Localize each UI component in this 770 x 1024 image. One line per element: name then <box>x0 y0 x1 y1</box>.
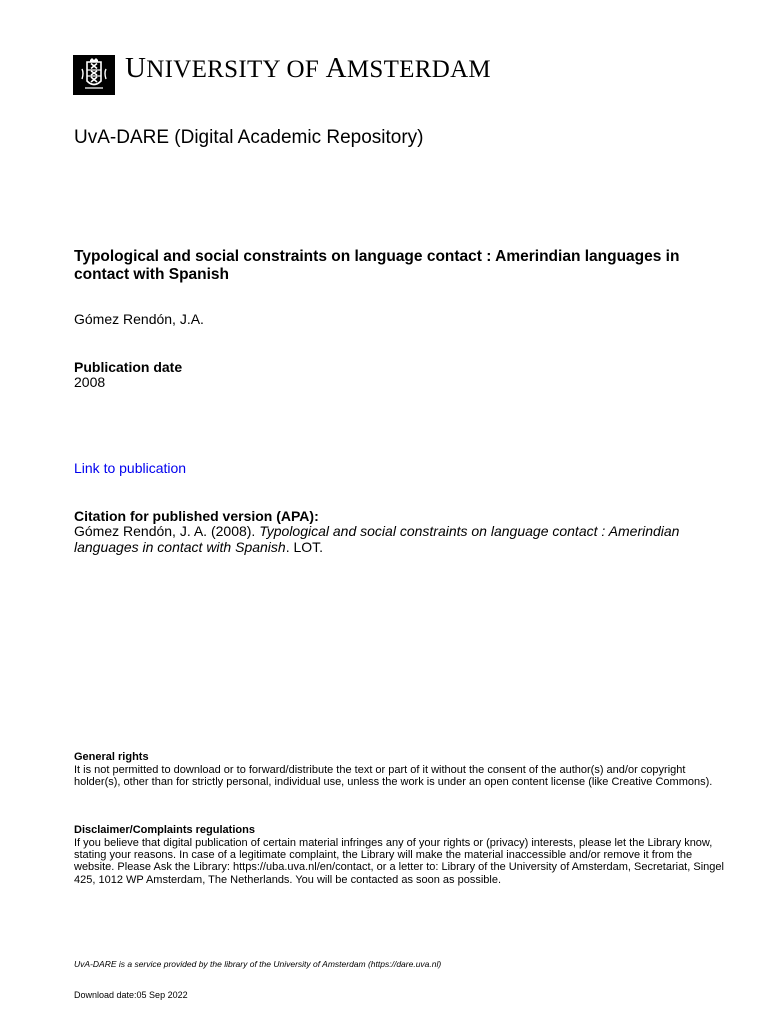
disclaimer-section <box>74 824 724 886</box>
publication-date-value: 2008 <box>74 374 106 390</box>
crest-shape <box>73 55 115 95</box>
university-name <box>125 53 491 85</box>
disclaimer-heading: Disclaimer/Complaints regulations <box>74 824 255 836</box>
citation-title: Typological and social constraints on language contact : Amerindian languages in contact with Spanish <box>74 523 680 555</box>
general-rights-text: It is not permitted to download or to forward/distribute the text or part of it without the consent of the author(s) and/or copyright holder(s), other than for strictly personal, individual use, unless the work is under an open content license (like Creative Commons). <box>74 764 713 789</box>
paper-title: Typological and social constraints on language contact : Amerindian languages in contact with Spanish <box>74 248 680 283</box>
university-name-initial-u: U <box>125 52 147 84</box>
publication-date-label: Publication date <box>74 359 183 375</box>
citation-publisher: . LOT. <box>285 539 324 555</box>
citation-label: Citation for published version (APA): <box>74 508 319 524</box>
repository-title: UvA-DARE (Digital Academic Repository) <box>74 127 424 148</box>
citation-authors-year: Gómez Rendón, J. A. (2008). <box>74 523 260 539</box>
uva-crest-icon <box>73 55 115 95</box>
general-rights-section <box>74 751 724 788</box>
link-to-publication[interactable]: Link to publication <box>74 460 187 476</box>
university-name-part-1: NIVERSITY OF <box>146 56 326 83</box>
disclaimer-text: If you believe that digital publication of certain material infringes any of your rights or (privacy) interests, please let the Library know, stating your reasons. In case of a legitimate complaint, the Library will make the material inaccessible and/or remove it from the website. Please Ask the Library: https://uba.uva.nl/en/contact, or a letter to: Library of the University of Amsterdam, Secretariat, Singel 425, 1012 WP Amsterdam, The Netherlands. You will be contacted as soon as possible. <box>74 837 724 886</box>
download-date: Download date:05 Sep 2022 <box>74 990 188 1000</box>
general-rights-heading: General rights <box>74 751 149 763</box>
citation-text <box>74 523 714 555</box>
service-note: UvA-DARE is a service provided by the library of the University of Amsterdam (https://dare.uva.nl) <box>74 959 442 969</box>
university-name-part-2: MSTERDAM <box>346 56 491 83</box>
university-name-initial-a: A <box>325 52 347 84</box>
paper-author: Gómez Rendón, J.A. <box>74 311 204 327</box>
